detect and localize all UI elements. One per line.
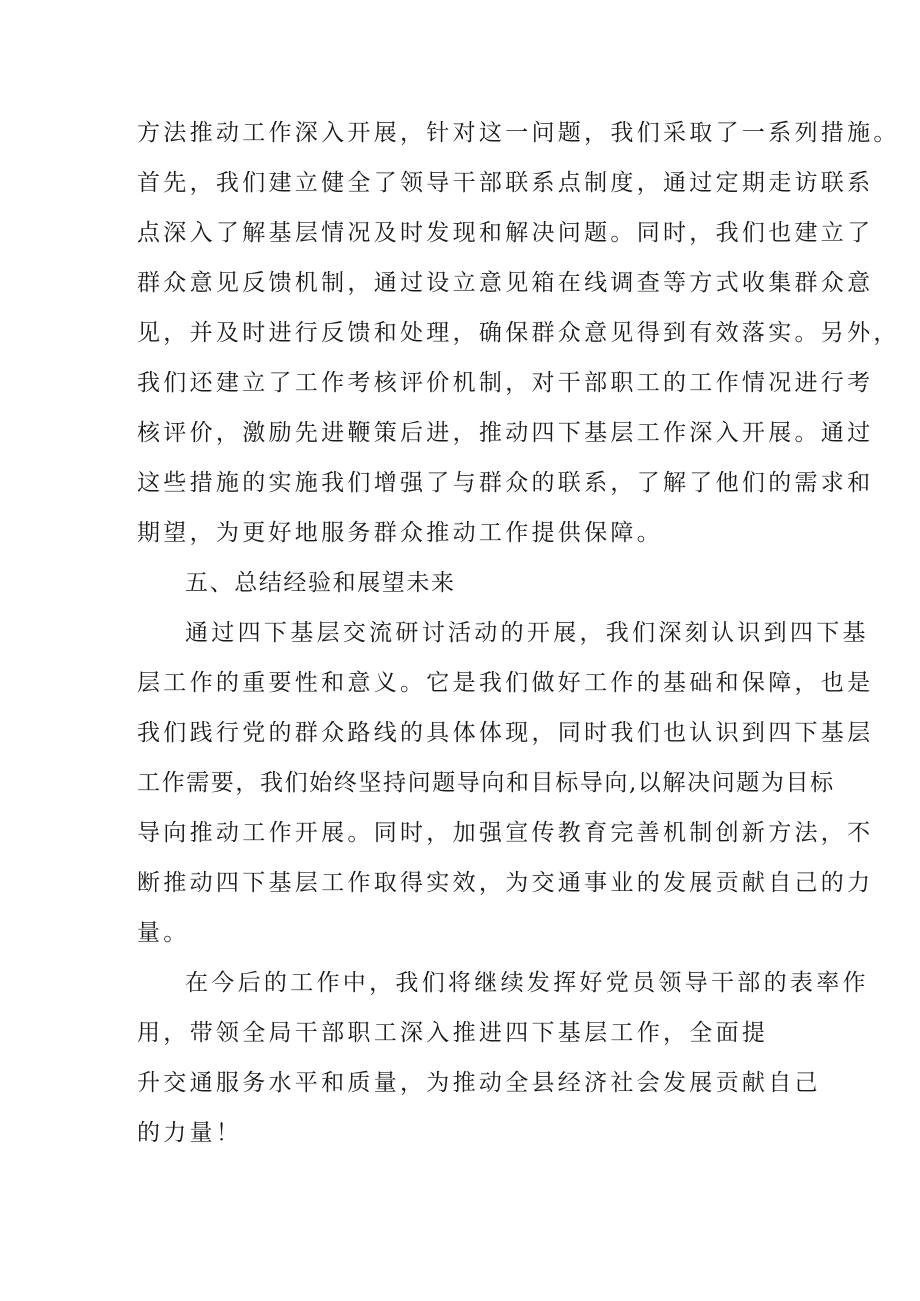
body-text-line: 这些措施的实施我们增强了与群众的联系，了解了他们的需求和 — [137, 470, 874, 496]
body-text-line: 方法推动工作深入开展，针对这一问题，我们采取了一系列措施。 — [137, 120, 900, 146]
body-text-line: 断推动四下基层工作取得实效，为交通事业的发展贡献自己的力 — [137, 870, 874, 896]
body-text-line: 量。 — [137, 920, 190, 946]
body-text-line: 用，带领全局干部职工深入推进四下基层工作，全面提 — [137, 1020, 769, 1046]
body-text-line: 核评价，激励先进鞭策后进，推动四下基层工作深入开展。通过 — [137, 420, 874, 446]
section-heading: 五、总结经验和展望未来 — [185, 570, 456, 596]
body-text-line: 我们践行党的群众路线的具体体现，同时我们也认识到四下基层 — [137, 720, 874, 746]
body-text-line: 导向推动工作开展。同时，加强宣传教育完善机制创新方法，不 — [137, 820, 874, 846]
body-text-line: 期望，为更好地服务群众推动工作提供保障。 — [137, 520, 663, 546]
body-text-line: 群众意见反馈机制，通过设立意见箱在线调查等方式收集群众意 — [137, 270, 874, 296]
body-text-line: 首先，我们建立健全了领导干部联系点制度，通过定期走访联系 — [137, 170, 874, 196]
body-text-line: 的力量！ — [137, 1120, 243, 1146]
body-text-line: 工作需要，我们始终坚持问题导向和目标导向,以解决问题为目标 — [137, 770, 835, 796]
body-text-line: 我们还建立了工作考核评价机制，对干部职工的工作情况进行考 — [137, 370, 874, 396]
body-text-line: 在今后的工作中，我们将继续发挥好党员领导干部的表率作 — [185, 970, 869, 996]
body-text-line: 点深入了解基层情况及时发现和解决问题。同时，我们也建立了 — [137, 220, 874, 246]
body-text-line: 见，并及时进行反馈和处理，确保群众意见得到有效落实。另外， — [137, 320, 900, 346]
body-text-line: 升交通服务水平和质量，为推动全县经济社会发展贡献自己 — [137, 1070, 821, 1096]
body-text-line: 层工作的重要性和意义。它是我们做好工作的基础和保障，也是 — [137, 670, 874, 696]
body-text-line: 通过四下基层交流研讨活动的开展，我们深刻认识到四下基 — [185, 620, 869, 646]
